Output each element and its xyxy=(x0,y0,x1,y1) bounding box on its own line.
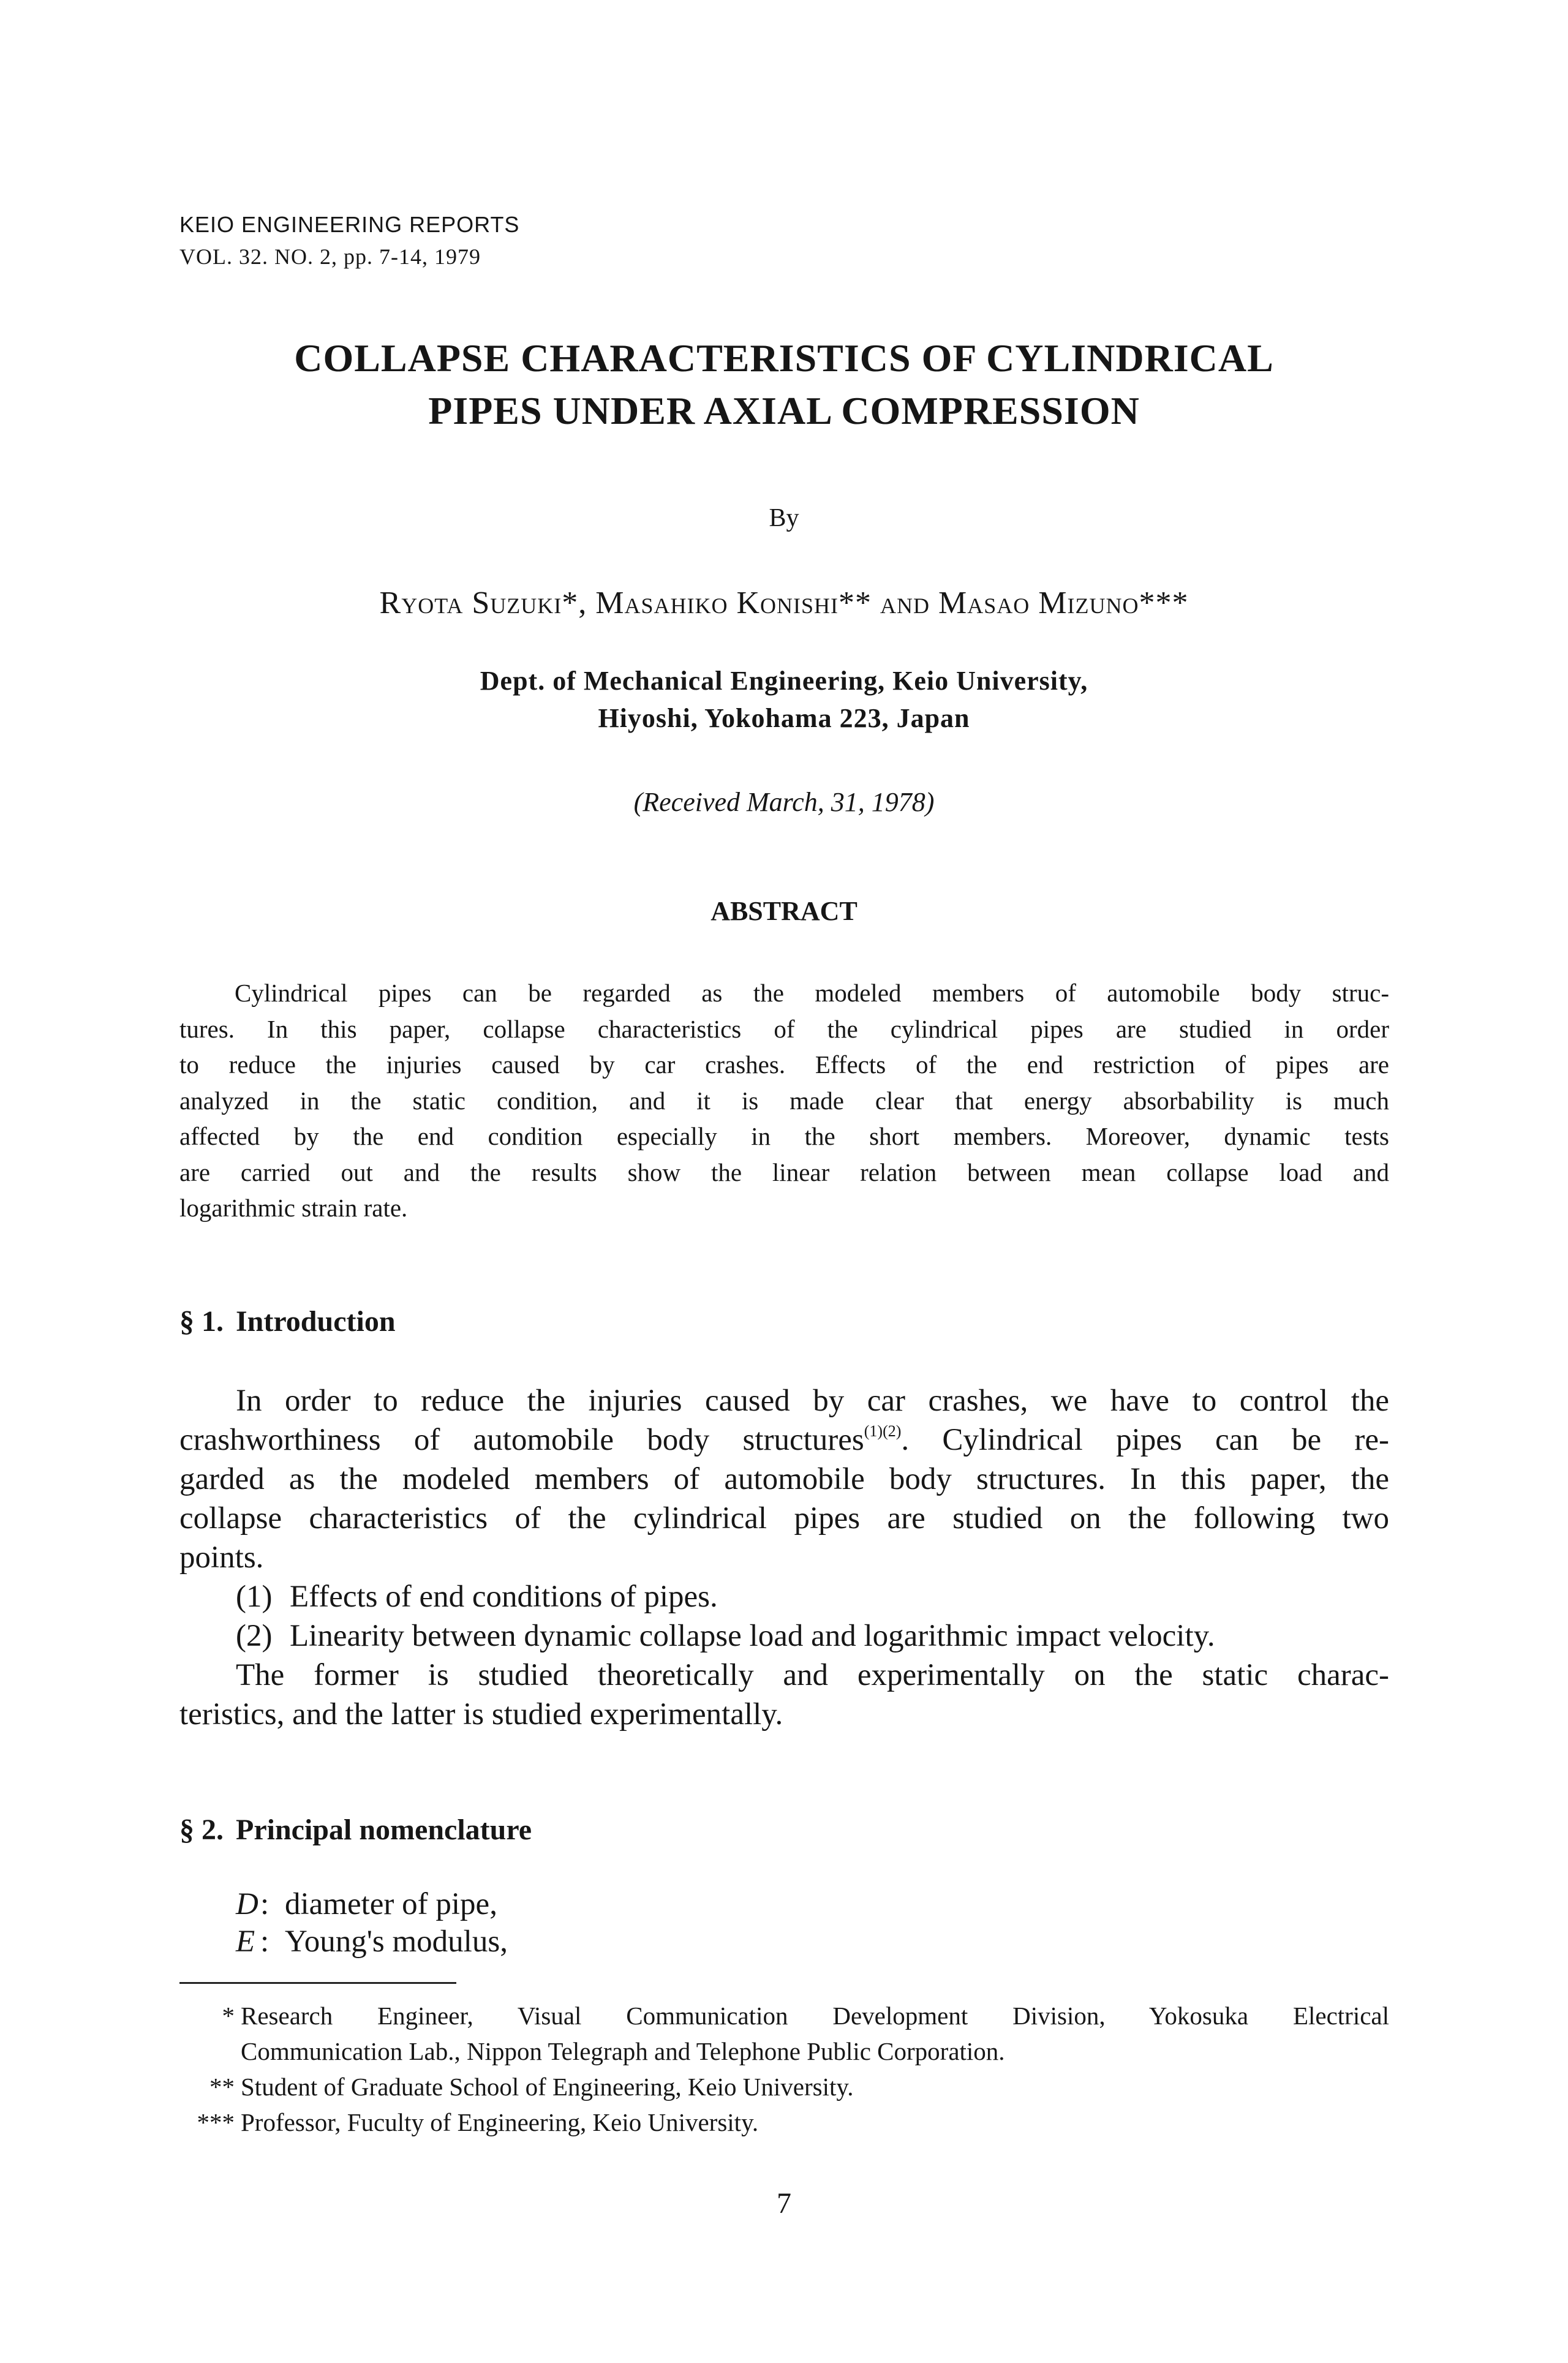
received-date: (Received March, 31, 1978) xyxy=(633,787,935,817)
affiliation-line-2: Hiyoshi, Yokohama 223, Japan xyxy=(598,703,970,733)
footnote xyxy=(179,2105,1389,2140)
list-item-text: Effects of end conditions of pipes. xyxy=(290,1580,718,1614)
intro-line: points. xyxy=(179,1540,264,1575)
list-item-label: (2) xyxy=(236,1619,273,1653)
footnote xyxy=(179,2069,1389,2105)
section-title: Principal nomenclature xyxy=(236,1814,532,1846)
nomenclature-term xyxy=(236,1886,497,1922)
section-1-heading xyxy=(179,1305,396,1338)
footnote-text: Professor, Fuculty of Engineering, Keio University. xyxy=(241,2108,759,2136)
section-number: § 2. xyxy=(179,1814,224,1846)
paper-title-line-2: PIPES UNDER AXIAL COMPRESSION xyxy=(428,389,1140,432)
abstract-line: are carried out and the results show the linear relation between mean collapse load and xyxy=(179,1158,1389,1186)
authors: Ryota Suzuki*, Masahiko Konishi** and Masao Mizuno*** xyxy=(379,586,1189,620)
nomenclature-term xyxy=(236,1924,508,1959)
abstract-line: logarithmic strain rate. xyxy=(179,1194,408,1222)
abstract-line: tures. In this paper, collapse characteristics of the cylindrical pipes are studied in order xyxy=(179,1014,1389,1043)
paper-title-line-1: COLLAPSE CHARACTERISTICS OF CYLINDRICAL xyxy=(294,336,1274,380)
footnote-text: Communication Lab., Nippon Telegraph and Telephone Public Corporation. xyxy=(241,2037,1005,2065)
footnote-divider xyxy=(179,1982,456,1984)
list-item xyxy=(179,1577,1389,1616)
affiliation-line-1: Dept. of Mechanical Engineering, Keio University, xyxy=(480,666,1088,696)
abstract-body xyxy=(179,975,1389,1226)
footnote-text: Student of Graduate School of Engineering, Keio University. xyxy=(241,2073,854,2101)
term-symbol: D xyxy=(236,1887,258,1921)
term-separator: : xyxy=(260,1924,270,1959)
term-definition: diameter of pipe, xyxy=(285,1887,497,1921)
list-item-text: Linearity between dynamic collapse load and logarithmic impact velocity. xyxy=(290,1619,1215,1653)
abstract-heading: ABSTRACT xyxy=(710,896,858,926)
page-number: 7 xyxy=(777,2187,791,2220)
section-title: Introduction xyxy=(236,1305,396,1338)
citation-reference: (1)(2) xyxy=(864,1422,902,1440)
intro-line: collapse characteristics of the cylindrical pipes are studied on the following two xyxy=(179,1501,1389,1536)
journal-name: KEIO ENGINEERING REPORTS xyxy=(179,212,520,237)
footnote-mark: *** xyxy=(197,2108,235,2136)
intro-text: . Cylindrical pipes can be re- xyxy=(901,1423,1389,1457)
by-label: By xyxy=(769,504,799,532)
section-number: § 1. xyxy=(179,1305,224,1338)
footnotes xyxy=(179,1998,1389,2140)
intro-text: crashworthiness of automobile body structures xyxy=(179,1423,864,1457)
intro-line: teristics, and the latter is studied experimentally. xyxy=(179,1697,783,1732)
intro-line: In order to reduce the injuries caused by car crashes, we have to control the xyxy=(236,1384,1389,1418)
term-separator: : xyxy=(260,1887,270,1921)
abstract-line: analyzed in the static condition, and it is made clear that energy absorbability is much xyxy=(179,1086,1389,1115)
intro-line: The former is studied theoretically and experimentally on the static charac- xyxy=(236,1658,1389,1692)
footnote-mark: * xyxy=(222,2002,235,2030)
abstract-line: affected by the end condition especially in the short members. Moreover, dynamic tests xyxy=(179,1122,1389,1150)
footnote-text: Research Engineer, Visual Communication Development Division, Yokosuka Electrical xyxy=(241,2002,1389,2030)
abstract-line: to reduce the injuries caused by car crashes. Effects of the end restriction of pipes are xyxy=(179,1050,1389,1079)
introduction-body xyxy=(179,1381,1389,1734)
section-2-heading xyxy=(179,1813,532,1847)
term-symbol: E xyxy=(236,1924,255,1959)
list-item xyxy=(179,1616,1389,1656)
intro-line: garded as the modeled members of automobile body structures. In this paper, the xyxy=(179,1462,1389,1496)
term-definition: Young's modulus, xyxy=(285,1924,508,1959)
footnote xyxy=(179,1998,1389,2069)
abstract-line: Cylindrical pipes can be regarded as the modeled members of automobile body struc- xyxy=(235,979,1389,1007)
intro-line xyxy=(179,1420,1389,1460)
journal-volume: VOL. 32. NO. 2, pp. 7-14, 1979 xyxy=(179,244,481,269)
list-item-label: (1) xyxy=(236,1580,273,1614)
footnote-mark: ** xyxy=(209,2073,235,2101)
